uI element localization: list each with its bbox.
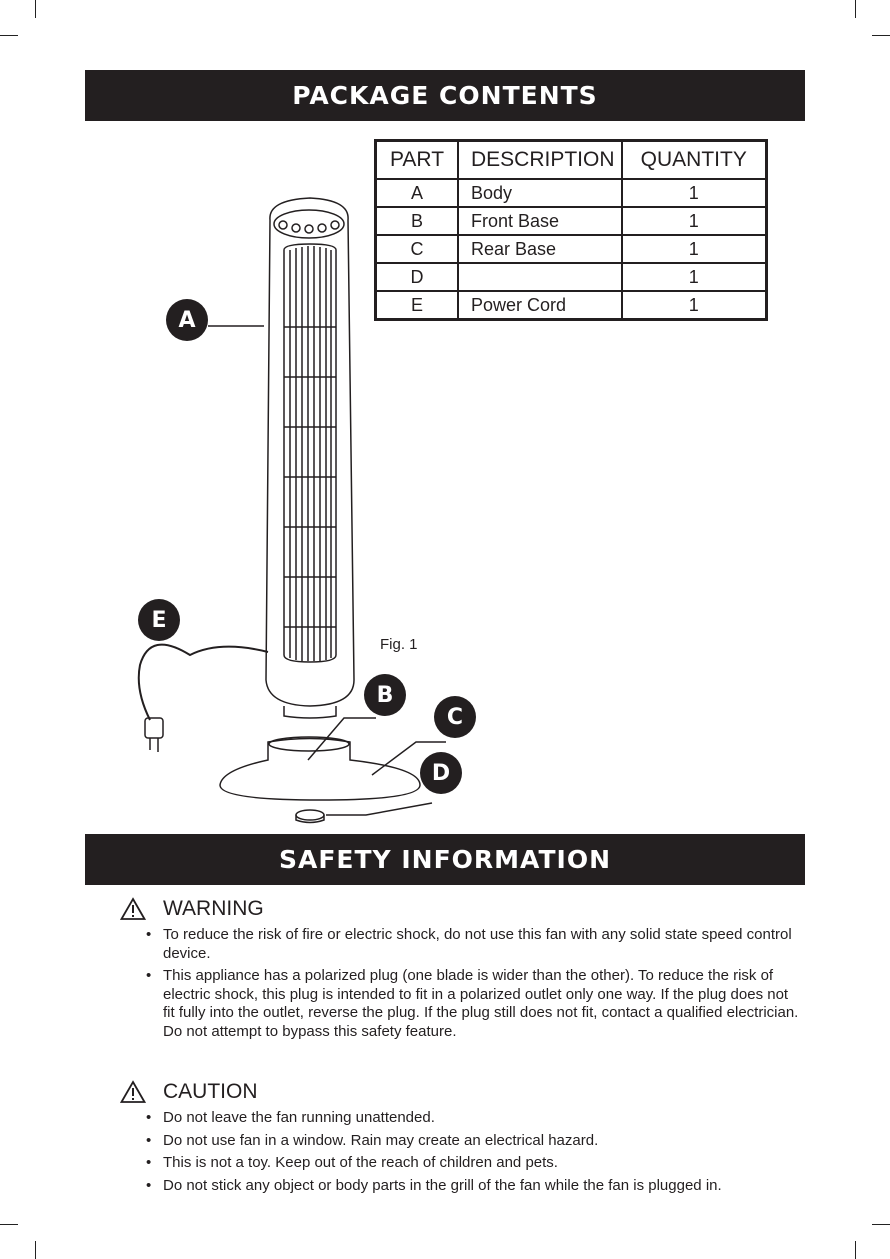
cell-quantity: 1: [622, 291, 767, 320]
crop-mark: [872, 1224, 890, 1225]
crop-mark: [0, 1224, 18, 1225]
warning-section: [120, 894, 800, 1045]
plug: [145, 718, 163, 738]
cell-part: B: [376, 207, 459, 235]
header-part: PART: [376, 141, 459, 180]
cell-quantity: 1: [622, 235, 767, 263]
caution-triangle-icon: [120, 1080, 146, 1104]
crop-mark: [855, 1241, 856, 1259]
list-item: • This appliance has a polarized plug (one blade is wider than the other). To reduce the risk of electric shock, this plug is intended to fit in a polarized outlet only one way. If the plug does not fit fully into the outlet, reverse the plug. If the plug still does not fit, contact a qualified electrician. Do not attempt to bypass this safety feature.: [120, 967, 800, 1041]
list-item: • This is not a toy. Keep out of the reach of children and pets.: [120, 1154, 800, 1173]
header-description: DESCRIPTION: [458, 141, 622, 180]
figure-caption: Fig. 1: [380, 636, 418, 653]
cell-quantity: 1: [622, 207, 767, 235]
label-c-badge: C: [434, 696, 476, 738]
fan-body: [266, 198, 354, 706]
label-d-badge: D: [420, 752, 462, 794]
cell-part: D: [376, 263, 459, 291]
cell-part: A: [376, 179, 459, 207]
safety-information-banner: SAFETY INFORMATION: [85, 834, 805, 885]
label-e-badge: E: [138, 599, 180, 641]
base-knob: [296, 810, 324, 820]
list-item: • Do not stick any object or body parts in the grill of the fan while the fan is plugged in.: [120, 1177, 800, 1196]
cell-quantity: 1: [622, 179, 767, 207]
fan-base: [220, 739, 420, 801]
caution-section: [120, 1077, 800, 1199]
cell-description: Body: [458, 179, 622, 207]
warning-title: WARNING: [163, 897, 264, 920]
cell-quantity: 1: [622, 263, 767, 291]
label-b-badge: B: [364, 674, 406, 716]
header-quantity: QUANTITY: [622, 141, 767, 180]
caution-title: CAUTION: [163, 1080, 258, 1103]
list-item: • To reduce the risk of fire or electric shock, do not use this fan with any solid state speed control device.: [120, 926, 800, 963]
warning-triangle-icon: [120, 897, 146, 921]
list-item: • Do not use fan in a window. Rain may create an electrical hazard.: [120, 1132, 800, 1151]
control-panel: [274, 210, 344, 238]
cell-description: Rear Base: [458, 235, 622, 263]
fan-grill: [284, 244, 336, 662]
package-contents-banner: PACKAGE CONTENTS: [85, 70, 805, 121]
cell-description: Power Cord: [458, 291, 622, 320]
list-item: • Do not leave the fan running unattended.: [120, 1109, 800, 1128]
label-a-badge: A: [166, 299, 208, 341]
cell-description: Front Base: [458, 207, 622, 235]
power-cord: [139, 645, 268, 720]
cell-part: C: [376, 235, 459, 263]
crop-mark: [35, 1241, 36, 1259]
cell-part: E: [376, 291, 459, 320]
